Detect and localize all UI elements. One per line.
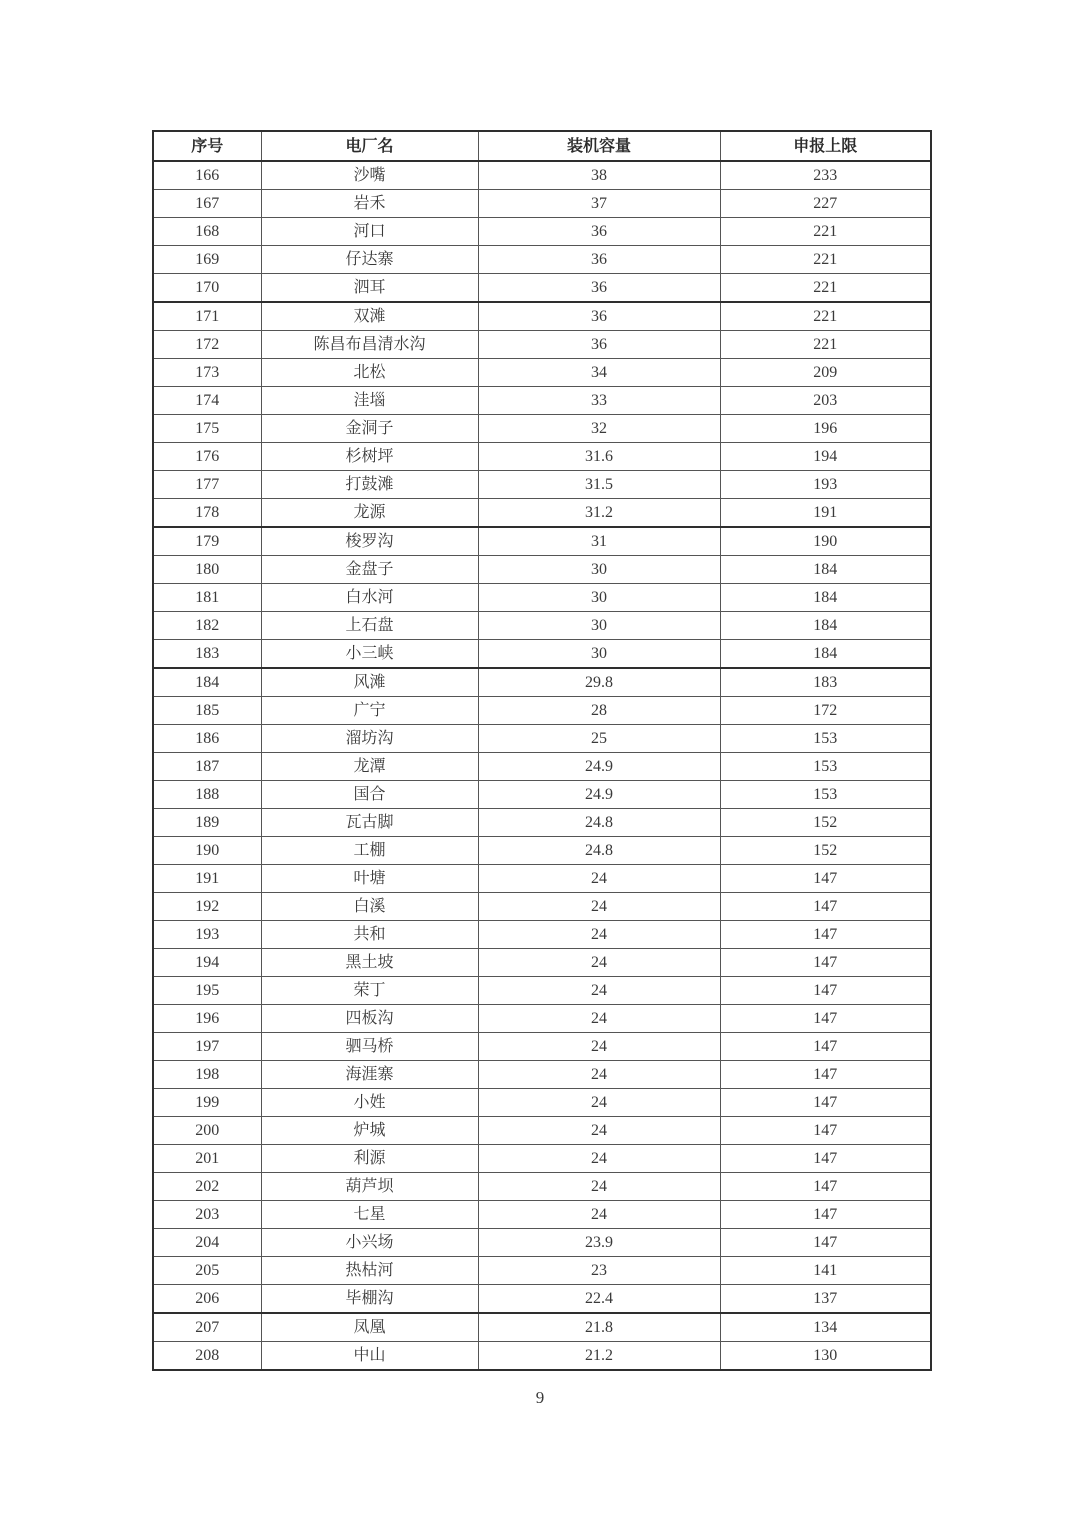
cell-capacity: 25 <box>478 725 720 753</box>
cell-limit: 153 <box>720 753 931 781</box>
cell-capacity: 32 <box>478 415 720 443</box>
cell-index: 205 <box>153 1257 261 1285</box>
cell-plant-name: 打鼓滩 <box>261 471 478 499</box>
cell-index: 173 <box>153 359 261 387</box>
table-row <box>153 668 931 697</box>
table-row <box>153 1342 931 1371</box>
cell-limit: 147 <box>720 1089 931 1117</box>
cell-index: 202 <box>153 1173 261 1201</box>
cell-limit: 147 <box>720 1145 931 1173</box>
table-row <box>153 1257 931 1285</box>
cell-capacity: 24.9 <box>478 781 720 809</box>
cell-index: 195 <box>153 977 261 1005</box>
table-row <box>153 753 931 781</box>
cell-capacity: 24 <box>478 1089 720 1117</box>
cell-plant-name: 洼堖 <box>261 387 478 415</box>
cell-limit: 147 <box>720 1173 931 1201</box>
cell-index: 175 <box>153 415 261 443</box>
cell-index: 198 <box>153 1061 261 1089</box>
cell-index: 168 <box>153 218 261 246</box>
table-row <box>153 527 931 556</box>
cell-limit: 172 <box>720 697 931 725</box>
cell-index: 200 <box>153 1117 261 1145</box>
cell-index: 166 <box>153 161 261 190</box>
cell-capacity: 36 <box>478 246 720 274</box>
cell-plant-name: 四板沟 <box>261 1005 478 1033</box>
cell-index: 193 <box>153 921 261 949</box>
cell-plant-name: 风滩 <box>261 668 478 697</box>
table-row <box>153 1229 931 1257</box>
cell-plant-name: 河口 <box>261 218 478 246</box>
cell-plant-name: 龙源 <box>261 499 478 528</box>
table-row <box>153 837 931 865</box>
cell-plant-name: 海涯寨 <box>261 1061 478 1089</box>
cell-index: 206 <box>153 1285 261 1314</box>
cell-index: 191 <box>153 865 261 893</box>
cell-index: 187 <box>153 753 261 781</box>
cell-plant-name: 白溪 <box>261 893 478 921</box>
cell-index: 167 <box>153 190 261 218</box>
table-row <box>153 556 931 584</box>
table-row <box>153 921 931 949</box>
cell-capacity: 24 <box>478 977 720 1005</box>
table-row <box>153 1033 931 1061</box>
table-row <box>153 415 931 443</box>
cell-index: 208 <box>153 1342 261 1371</box>
cell-capacity: 24 <box>478 1033 720 1061</box>
cell-capacity: 36 <box>478 274 720 303</box>
cell-index: 188 <box>153 781 261 809</box>
cell-limit: 130 <box>720 1342 931 1371</box>
cell-plant-name: 杉树坪 <box>261 443 478 471</box>
cell-limit: 221 <box>720 246 931 274</box>
cell-limit: 152 <box>720 837 931 865</box>
page-number: 9 <box>535 1388 545 1407</box>
table-row <box>153 190 931 218</box>
cell-index: 199 <box>153 1089 261 1117</box>
cell-capacity: 38 <box>478 161 720 190</box>
cell-limit: 227 <box>720 190 931 218</box>
cell-plant-name: 溜坊沟 <box>261 725 478 753</box>
cell-plant-name: 梭罗沟 <box>261 527 478 556</box>
cell-capacity: 31.6 <box>478 443 720 471</box>
cell-limit: 184 <box>720 556 931 584</box>
cell-index: 172 <box>153 331 261 359</box>
cell-limit: 233 <box>720 161 931 190</box>
cell-limit: 184 <box>720 640 931 669</box>
cell-plant-name: 荣丁 <box>261 977 478 1005</box>
cell-plant-name: 叶塘 <box>261 865 478 893</box>
cell-plant-name: 国合 <box>261 781 478 809</box>
cell-capacity: 23.9 <box>478 1229 720 1257</box>
cell-limit: 147 <box>720 1229 931 1257</box>
table-row <box>153 161 931 190</box>
cell-capacity: 24 <box>478 1173 720 1201</box>
table-row <box>153 612 931 640</box>
cell-plant-name: 白水河 <box>261 584 478 612</box>
cell-limit: 203 <box>720 387 931 415</box>
table-row <box>153 809 931 837</box>
cell-capacity: 24 <box>478 1117 720 1145</box>
cell-plant-name: 广宁 <box>261 697 478 725</box>
table-row <box>153 893 931 921</box>
cell-limit: 147 <box>720 1117 931 1145</box>
table-row <box>153 1061 931 1089</box>
table-row <box>153 1313 931 1342</box>
table-row <box>153 1201 931 1229</box>
cell-limit: 147 <box>720 1201 931 1229</box>
cell-limit: 147 <box>720 865 931 893</box>
cell-index: 182 <box>153 612 261 640</box>
cell-index: 179 <box>153 527 261 556</box>
header-row <box>153 131 931 161</box>
cell-plant-name: 金洞子 <box>261 415 478 443</box>
cell-plant-name: 中山 <box>261 1342 478 1371</box>
cell-capacity: 28 <box>478 697 720 725</box>
cell-capacity: 36 <box>478 331 720 359</box>
cell-index: 174 <box>153 387 261 415</box>
cell-plant-name: 北松 <box>261 359 478 387</box>
cell-index: 170 <box>153 274 261 303</box>
table-row <box>153 640 931 669</box>
table-row <box>153 443 931 471</box>
cell-plant-name: 炉城 <box>261 1117 478 1145</box>
cell-capacity: 24 <box>478 1201 720 1229</box>
table-row <box>153 471 931 499</box>
cell-capacity: 24 <box>478 1145 720 1173</box>
cell-plant-name: 毕棚沟 <box>261 1285 478 1314</box>
cell-limit: 183 <box>720 668 931 697</box>
cell-plant-name: 小姓 <box>261 1089 478 1117</box>
cell-plant-name: 金盘子 <box>261 556 478 584</box>
cell-index: 171 <box>153 302 261 331</box>
cell-capacity: 36 <box>478 302 720 331</box>
cell-plant-name: 驷马桥 <box>261 1033 478 1061</box>
cell-plant-name: 小兴场 <box>261 1229 478 1257</box>
table-row <box>153 697 931 725</box>
cell-limit: 221 <box>720 331 931 359</box>
table-row <box>153 359 931 387</box>
cell-plant-name: 瓦古脚 <box>261 809 478 837</box>
cell-index: 180 <box>153 556 261 584</box>
cell-index: 185 <box>153 697 261 725</box>
table-row <box>153 1117 931 1145</box>
cell-limit: 221 <box>720 302 931 331</box>
cell-plant-name: 工棚 <box>261 837 478 865</box>
table-header <box>153 131 931 161</box>
cell-limit: 147 <box>720 977 931 1005</box>
cell-index: 186 <box>153 725 261 753</box>
table-row <box>153 977 931 1005</box>
cell-plant-name: 小三峡 <box>261 640 478 669</box>
cell-index: 169 <box>153 246 261 274</box>
table-row <box>153 302 931 331</box>
col-header-index: 序号 <box>153 131 261 161</box>
cell-index: 178 <box>153 499 261 528</box>
cell-plant-name: 上石盘 <box>261 612 478 640</box>
cell-index: 177 <box>153 471 261 499</box>
cell-limit: 147 <box>720 1061 931 1089</box>
cell-capacity: 31 <box>478 527 720 556</box>
cell-capacity: 30 <box>478 640 720 669</box>
cell-capacity: 33 <box>478 387 720 415</box>
col-header-capacity: 装机容量 <box>478 131 720 161</box>
power-plant-table <box>152 130 932 1371</box>
cell-plant-name: 共和 <box>261 921 478 949</box>
cell-index: 207 <box>153 1313 261 1342</box>
cell-plant-name: 陈昌布昌清水沟 <box>261 331 478 359</box>
cell-capacity: 23 <box>478 1257 720 1285</box>
table-row <box>153 1145 931 1173</box>
cell-index: 192 <box>153 893 261 921</box>
cell-limit: 147 <box>720 893 931 921</box>
cell-capacity: 29.8 <box>478 668 720 697</box>
cell-capacity: 21.2 <box>478 1342 720 1371</box>
cell-index: 183 <box>153 640 261 669</box>
cell-capacity: 24 <box>478 1005 720 1033</box>
table-row <box>153 1173 931 1201</box>
cell-index: 194 <box>153 949 261 977</box>
table-row <box>153 246 931 274</box>
table-row <box>153 1285 931 1314</box>
cell-index: 189 <box>153 809 261 837</box>
cell-index: 184 <box>153 668 261 697</box>
table-row <box>153 274 931 303</box>
table-body <box>153 161 931 1370</box>
cell-capacity: 24 <box>478 949 720 977</box>
cell-capacity: 21.8 <box>478 1313 720 1342</box>
col-header-plant-name: 电厂名 <box>261 131 478 161</box>
cell-capacity: 24 <box>478 1061 720 1089</box>
table-row <box>153 218 931 246</box>
cell-plant-name: 岩禾 <box>261 190 478 218</box>
cell-limit: 193 <box>720 471 931 499</box>
cell-capacity: 24 <box>478 865 720 893</box>
table-row <box>153 725 931 753</box>
cell-capacity: 24 <box>478 893 720 921</box>
cell-limit: 209 <box>720 359 931 387</box>
cell-limit: 221 <box>720 218 931 246</box>
cell-capacity: 22.4 <box>478 1285 720 1314</box>
cell-plant-name: 七星 <box>261 1201 478 1229</box>
cell-plant-name: 利源 <box>261 1145 478 1173</box>
cell-plant-name: 双滩 <box>261 302 478 331</box>
cell-limit: 153 <box>720 781 931 809</box>
cell-index: 197 <box>153 1033 261 1061</box>
cell-index: 204 <box>153 1229 261 1257</box>
cell-limit: 134 <box>720 1313 931 1342</box>
table-row <box>153 584 931 612</box>
cell-capacity: 30 <box>478 556 720 584</box>
cell-index: 190 <box>153 837 261 865</box>
cell-plant-name: 凤凰 <box>261 1313 478 1342</box>
cell-plant-name: 沙嘴 <box>261 161 478 190</box>
cell-limit: 141 <box>720 1257 931 1285</box>
cell-limit: 191 <box>720 499 931 528</box>
cell-limit: 147 <box>720 949 931 977</box>
cell-capacity: 24.8 <box>478 837 720 865</box>
cell-limit: 184 <box>720 584 931 612</box>
cell-plant-name: 泗耳 <box>261 274 478 303</box>
cell-capacity: 34 <box>478 359 720 387</box>
cell-plant-name: 热枯河 <box>261 1257 478 1285</box>
cell-capacity: 37 <box>478 190 720 218</box>
cell-plant-name: 黑土坡 <box>261 949 478 977</box>
cell-limit: 147 <box>720 1005 931 1033</box>
cell-capacity: 31.5 <box>478 471 720 499</box>
cell-capacity: 30 <box>478 584 720 612</box>
table-row <box>153 949 931 977</box>
cell-plant-name: 龙潭 <box>261 753 478 781</box>
cell-index: 196 <box>153 1005 261 1033</box>
table-row <box>153 499 931 528</box>
cell-index: 203 <box>153 1201 261 1229</box>
cell-capacity: 24.8 <box>478 809 720 837</box>
cell-capacity: 30 <box>478 612 720 640</box>
cell-limit: 194 <box>720 443 931 471</box>
cell-limit: 147 <box>720 1033 931 1061</box>
cell-limit: 196 <box>720 415 931 443</box>
cell-index: 181 <box>153 584 261 612</box>
cell-limit: 190 <box>720 527 931 556</box>
table-row <box>153 781 931 809</box>
cell-capacity: 31.2 <box>478 499 720 528</box>
cell-limit: 147 <box>720 921 931 949</box>
table-row <box>153 387 931 415</box>
cell-limit: 184 <box>720 612 931 640</box>
table-row <box>153 1089 931 1117</box>
cell-index: 201 <box>153 1145 261 1173</box>
table-row <box>153 331 931 359</box>
cell-limit: 152 <box>720 809 931 837</box>
cell-limit: 137 <box>720 1285 931 1314</box>
col-header-limit: 申报上限 <box>720 131 931 161</box>
cell-capacity: 24.9 <box>478 753 720 781</box>
cell-plant-name: 葫芦坝 <box>261 1173 478 1201</box>
cell-plant-name: 仔达寨 <box>261 246 478 274</box>
table-row <box>153 1005 931 1033</box>
cell-capacity: 24 <box>478 921 720 949</box>
cell-limit: 153 <box>720 725 931 753</box>
cell-capacity: 36 <box>478 218 720 246</box>
cell-index: 176 <box>153 443 261 471</box>
table-row <box>153 865 931 893</box>
cell-limit: 221 <box>720 274 931 303</box>
